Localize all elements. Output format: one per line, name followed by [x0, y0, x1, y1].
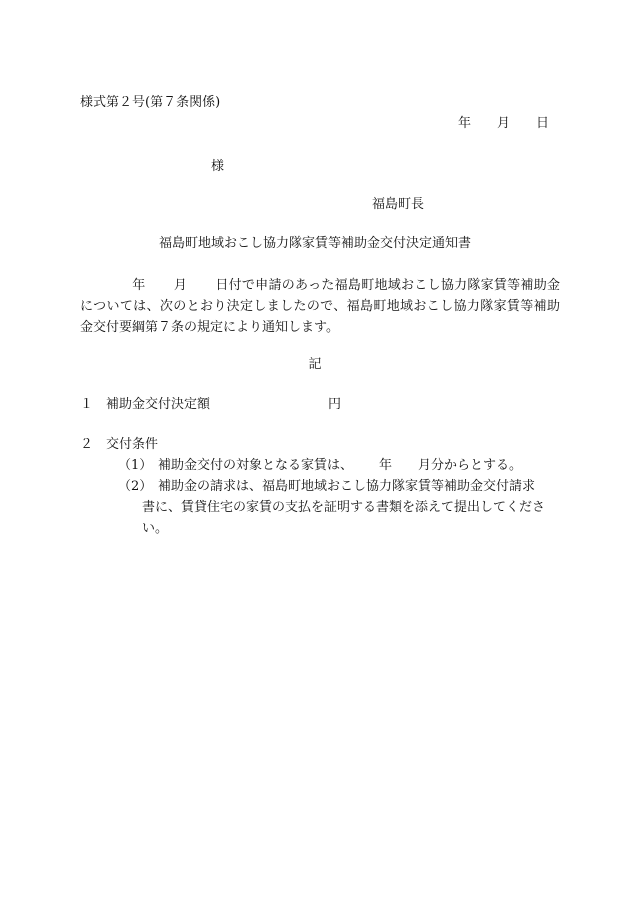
body-year: 年: [132, 278, 146, 293]
condition-1: [118, 455, 558, 476]
item-2-label: 交付条件: [106, 437, 159, 452]
body-text: 日付で申請のあった福島町地域おこし協力隊家賃等補助金については、次のとおり決定しましたので、福島町地域おこし協力隊家賃等補助金交付要綱第７条の規定により通知します。: [80, 278, 560, 335]
body-paragraph: [80, 275, 560, 338]
condition-2-number: （2）: [118, 479, 153, 494]
condition-1-text-before: 補助金交付の対象となる家賃は、: [158, 458, 354, 473]
condition-1-number: （1）: [118, 458, 153, 473]
document-title: 福島町地域おこし協力隊家賃等補助金交付決定通知書: [158, 236, 471, 251]
item-1: [80, 395, 341, 415]
condition-2-text-first: 補助金の請求は、福島町地域おこし協力隊家賃等補助金交付請求: [158, 479, 536, 494]
item-1-unit: 円: [328, 397, 342, 412]
sender-title: 福島町長: [372, 197, 425, 212]
date-year: 年: [458, 116, 472, 131]
form-number: 様式第２号(第７条関係): [80, 95, 221, 110]
addressee-suffix: 様: [211, 159, 225, 174]
item-2: [80, 435, 158, 455]
item-1-number: １: [80, 397, 94, 412]
condition-1-year: 年: [379, 458, 393, 473]
condition-2-text-rest: 書に、賃貸住宅の家賃の支払を証明する書類を添えて提出してください。: [142, 500, 546, 536]
date-day: 日: [536, 116, 550, 131]
condition-2: [118, 476, 558, 539]
date-line: [458, 114, 549, 134]
date-month: 月: [497, 116, 511, 131]
ki-heading: 記: [308, 357, 322, 372]
condition-1-text-after: 月分からとする。: [418, 458, 523, 473]
item-2-number: ２: [80, 437, 94, 452]
item-1-label: 補助金交付決定額: [106, 397, 211, 412]
body-month: 月: [173, 278, 188, 293]
